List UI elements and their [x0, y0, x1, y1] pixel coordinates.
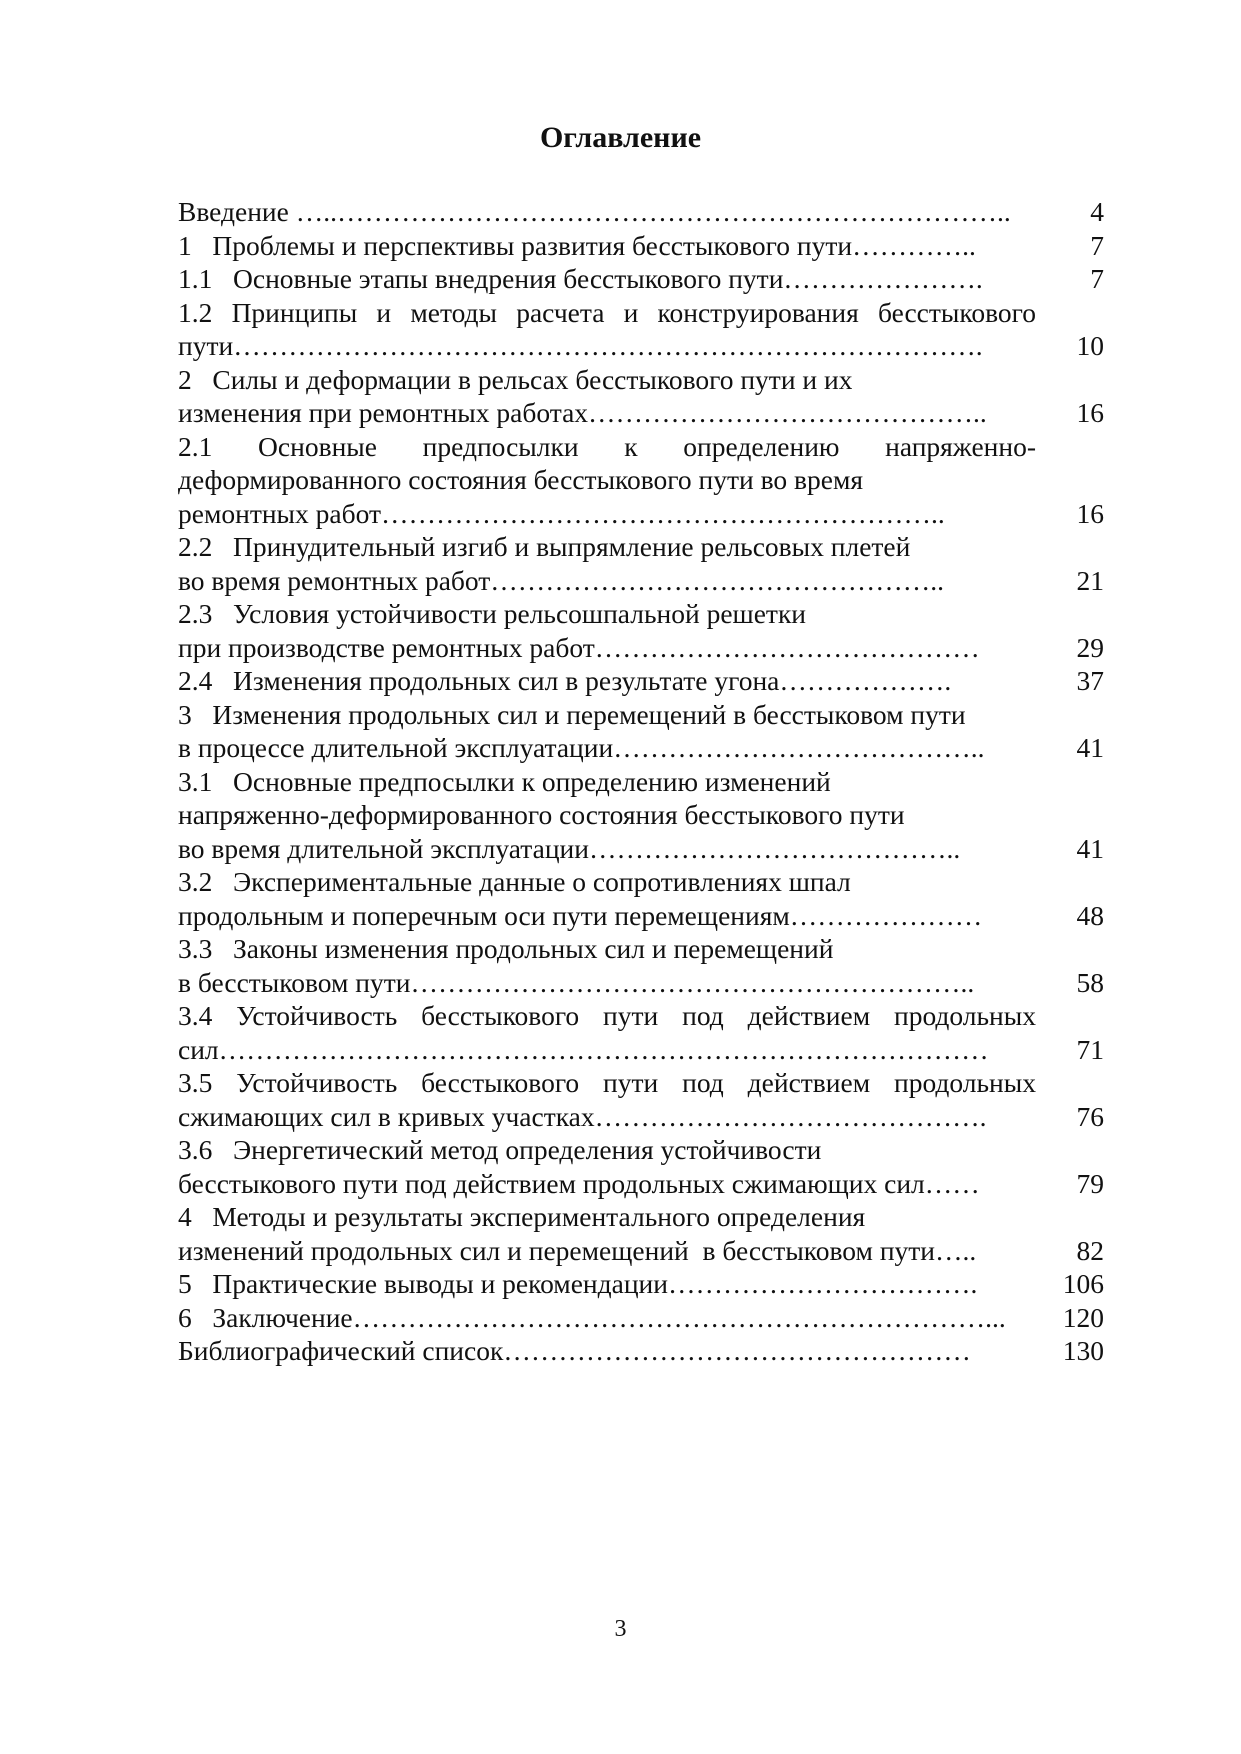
toc-page-number: 41 — [1076, 832, 1104, 864]
toc-page-number: 82 — [1076, 1234, 1104, 1266]
toc-line — [178, 396, 1104, 430]
toc-entry-text: 2.2 Принудительный изгиб и выпрямление рельсовых плетей — [178, 531, 911, 562]
toc-line — [178, 1167, 1104, 1201]
toc-entry-text: 3.5 Устойчивость бесстыкового пути под действием продольных — [178, 1067, 1036, 1098]
toc-page-number: 71 — [1076, 1033, 1104, 1065]
toc-line — [178, 999, 1104, 1033]
toc-line — [178, 1200, 1104, 1234]
toc-entry-text: изменений продольных сил и перемещений в бесстыковом пути….. — [178, 1234, 977, 1266]
toc-entry-text: 6 Заключение……………………………………………………………... — [178, 1301, 1006, 1333]
toc-entry-text: 3.6 Энергетический метод определения устойчивости — [178, 1134, 822, 1165]
toc-entry-text: 4 Методы и результаты экспериментального определения — [178, 1201, 866, 1232]
toc-entry-text: продольным и поперечным оси пути перемещениям………………… — [178, 899, 983, 931]
toc-line — [178, 229, 1104, 263]
toc-line — [178, 195, 1104, 229]
toc-line — [178, 899, 1104, 933]
table-of-contents — [178, 195, 1104, 1368]
toc-page-number: 41 — [1076, 732, 1104, 763]
toc-line — [178, 564, 1104, 598]
toc-line — [178, 1033, 1104, 1067]
toc-entry-text: во время длительной эксплуатации………………………………….. — [178, 832, 961, 864]
toc-page-number: 16 — [1076, 397, 1104, 428]
toc-entry-text: 2.3 Условия устойчивости рельсошпальной решетки — [178, 598, 807, 629]
toc-entry-text: 2 Силы и деформации в рельсах бесстыкового пути и их — [178, 363, 853, 395]
toc-line — [178, 363, 1104, 397]
toc-line — [178, 664, 1104, 698]
toc-entry-text: 3 Изменения продольных сил и перемещений в бесстыковом пути — [178, 698, 966, 730]
toc-entry-text: 2.4 Изменения продольных сил в результате угона………………. — [178, 665, 952, 696]
toc-line — [178, 731, 1104, 765]
toc-line — [178, 463, 1104, 497]
toc-entry-text: пути………………………………………………………………………. — [178, 330, 983, 361]
toc-entry-text: напряженно-деформированного состояния бесстыкового пути — [178, 799, 905, 830]
toc-entry-text: сжимающих сил в кривых участках……………………………………. — [178, 1100, 987, 1132]
toc-entry-text: 1.2 Принципы и методы расчета и конструирования бесстыкового — [178, 296, 1036, 328]
toc-line — [178, 1100, 1104, 1134]
toc-line — [178, 430, 1104, 464]
page-number: 3 — [614, 1616, 627, 1642]
toc-entry-text: во время ремонтных работ………………………………………….. — [178, 564, 945, 596]
toc-entry-text: Библиографический список…………………………………………… — [178, 1335, 971, 1366]
toc-line — [178, 631, 1104, 665]
toc-line — [178, 798, 1104, 832]
toc-line — [178, 1234, 1104, 1268]
toc-entry-text: 1 Проблемы и перспективы развития бесстыкового пути………….. — [178, 229, 976, 261]
toc-line — [178, 296, 1104, 330]
toc-page-number: 7 — [1090, 229, 1104, 261]
toc-line — [178, 497, 1104, 531]
toc-page-number: 4 — [1090, 196, 1104, 227]
toc-page-number: 130 — [1062, 1335, 1104, 1366]
toc-entry-text: Введение …..……………………………………………………………….. — [178, 196, 1011, 227]
toc-entry-text: 1.1 Основные этапы внедрения бесстыкового пути…………………. — [178, 263, 983, 294]
toc-line — [178, 262, 1104, 296]
toc-entry-text: деформированного состояния бесстыкового пути во время — [178, 464, 864, 495]
toc-page-number: 29 — [1076, 631, 1104, 663]
toc-entry-text: в бесстыковом пути…………………………………………………….. — [178, 966, 975, 998]
toc-entry-text: 5 Практические выводы и рекомендации……………………………. — [178, 1268, 978, 1299]
toc-page-number: 76 — [1076, 1100, 1104, 1132]
toc-entry-text: изменения при ремонтных работах…………………………………….. — [178, 397, 987, 428]
toc-line — [178, 597, 1104, 631]
toc-page-number: 7 — [1090, 263, 1104, 294]
toc-entry-text: при производстве ремонтных работ…………………………………… — [178, 631, 980, 663]
toc-page-number: 10 — [1076, 330, 1104, 361]
toc-entry-text: 3.3 Законы изменения продольных сил и перемещений — [178, 933, 834, 964]
toc-page-number: 58 — [1076, 966, 1104, 998]
toc-line — [178, 1066, 1104, 1100]
toc-line — [178, 832, 1104, 866]
toc-line — [178, 1301, 1104, 1335]
toc-page-number: 21 — [1076, 564, 1104, 596]
toc-page-number: 79 — [1076, 1167, 1104, 1199]
toc-line — [178, 530, 1104, 564]
toc-page-number: 106 — [1062, 1268, 1104, 1299]
toc-line — [178, 865, 1104, 899]
toc-line — [178, 329, 1104, 363]
toc-entry-text: ремонтных работ…………………………………………………….. — [178, 497, 945, 529]
toc-line — [178, 765, 1104, 799]
toc-entry-text: бесстыкового пути под действием продольных сжимающих сил…… — [178, 1167, 980, 1199]
toc-line — [178, 698, 1104, 732]
toc-line — [178, 1334, 1104, 1368]
toc-entry-text: 2.1 Основные предпосылки к определению напряженно- — [178, 430, 1036, 462]
toc-entry-text: 3.1 Основные предпосылки к определению изменений — [178, 765, 831, 797]
page-title: Оглавление — [539, 121, 702, 154]
toc-entry-text: сил………………………………………………………………………… — [178, 1033, 989, 1065]
toc-page-number: 16 — [1076, 497, 1104, 529]
toc-entry-text: 3.4 Устойчивость бесстыкового пути под действием продольных — [178, 1000, 1036, 1031]
toc-entry-text: 3.2 Экспериментальные данные о сопротивлениях шпал — [178, 866, 851, 897]
toc-line — [178, 1267, 1104, 1301]
toc-page-number: 37 — [1076, 665, 1104, 696]
toc-line — [178, 1133, 1104, 1167]
toc-page-number: 120 — [1062, 1301, 1104, 1333]
toc-line — [178, 966, 1104, 1000]
toc-page-number: 48 — [1076, 899, 1104, 931]
toc-entry-text: в процессе длительной эксплуатации………………………………….. — [178, 732, 985, 763]
toc-line — [178, 932, 1104, 966]
